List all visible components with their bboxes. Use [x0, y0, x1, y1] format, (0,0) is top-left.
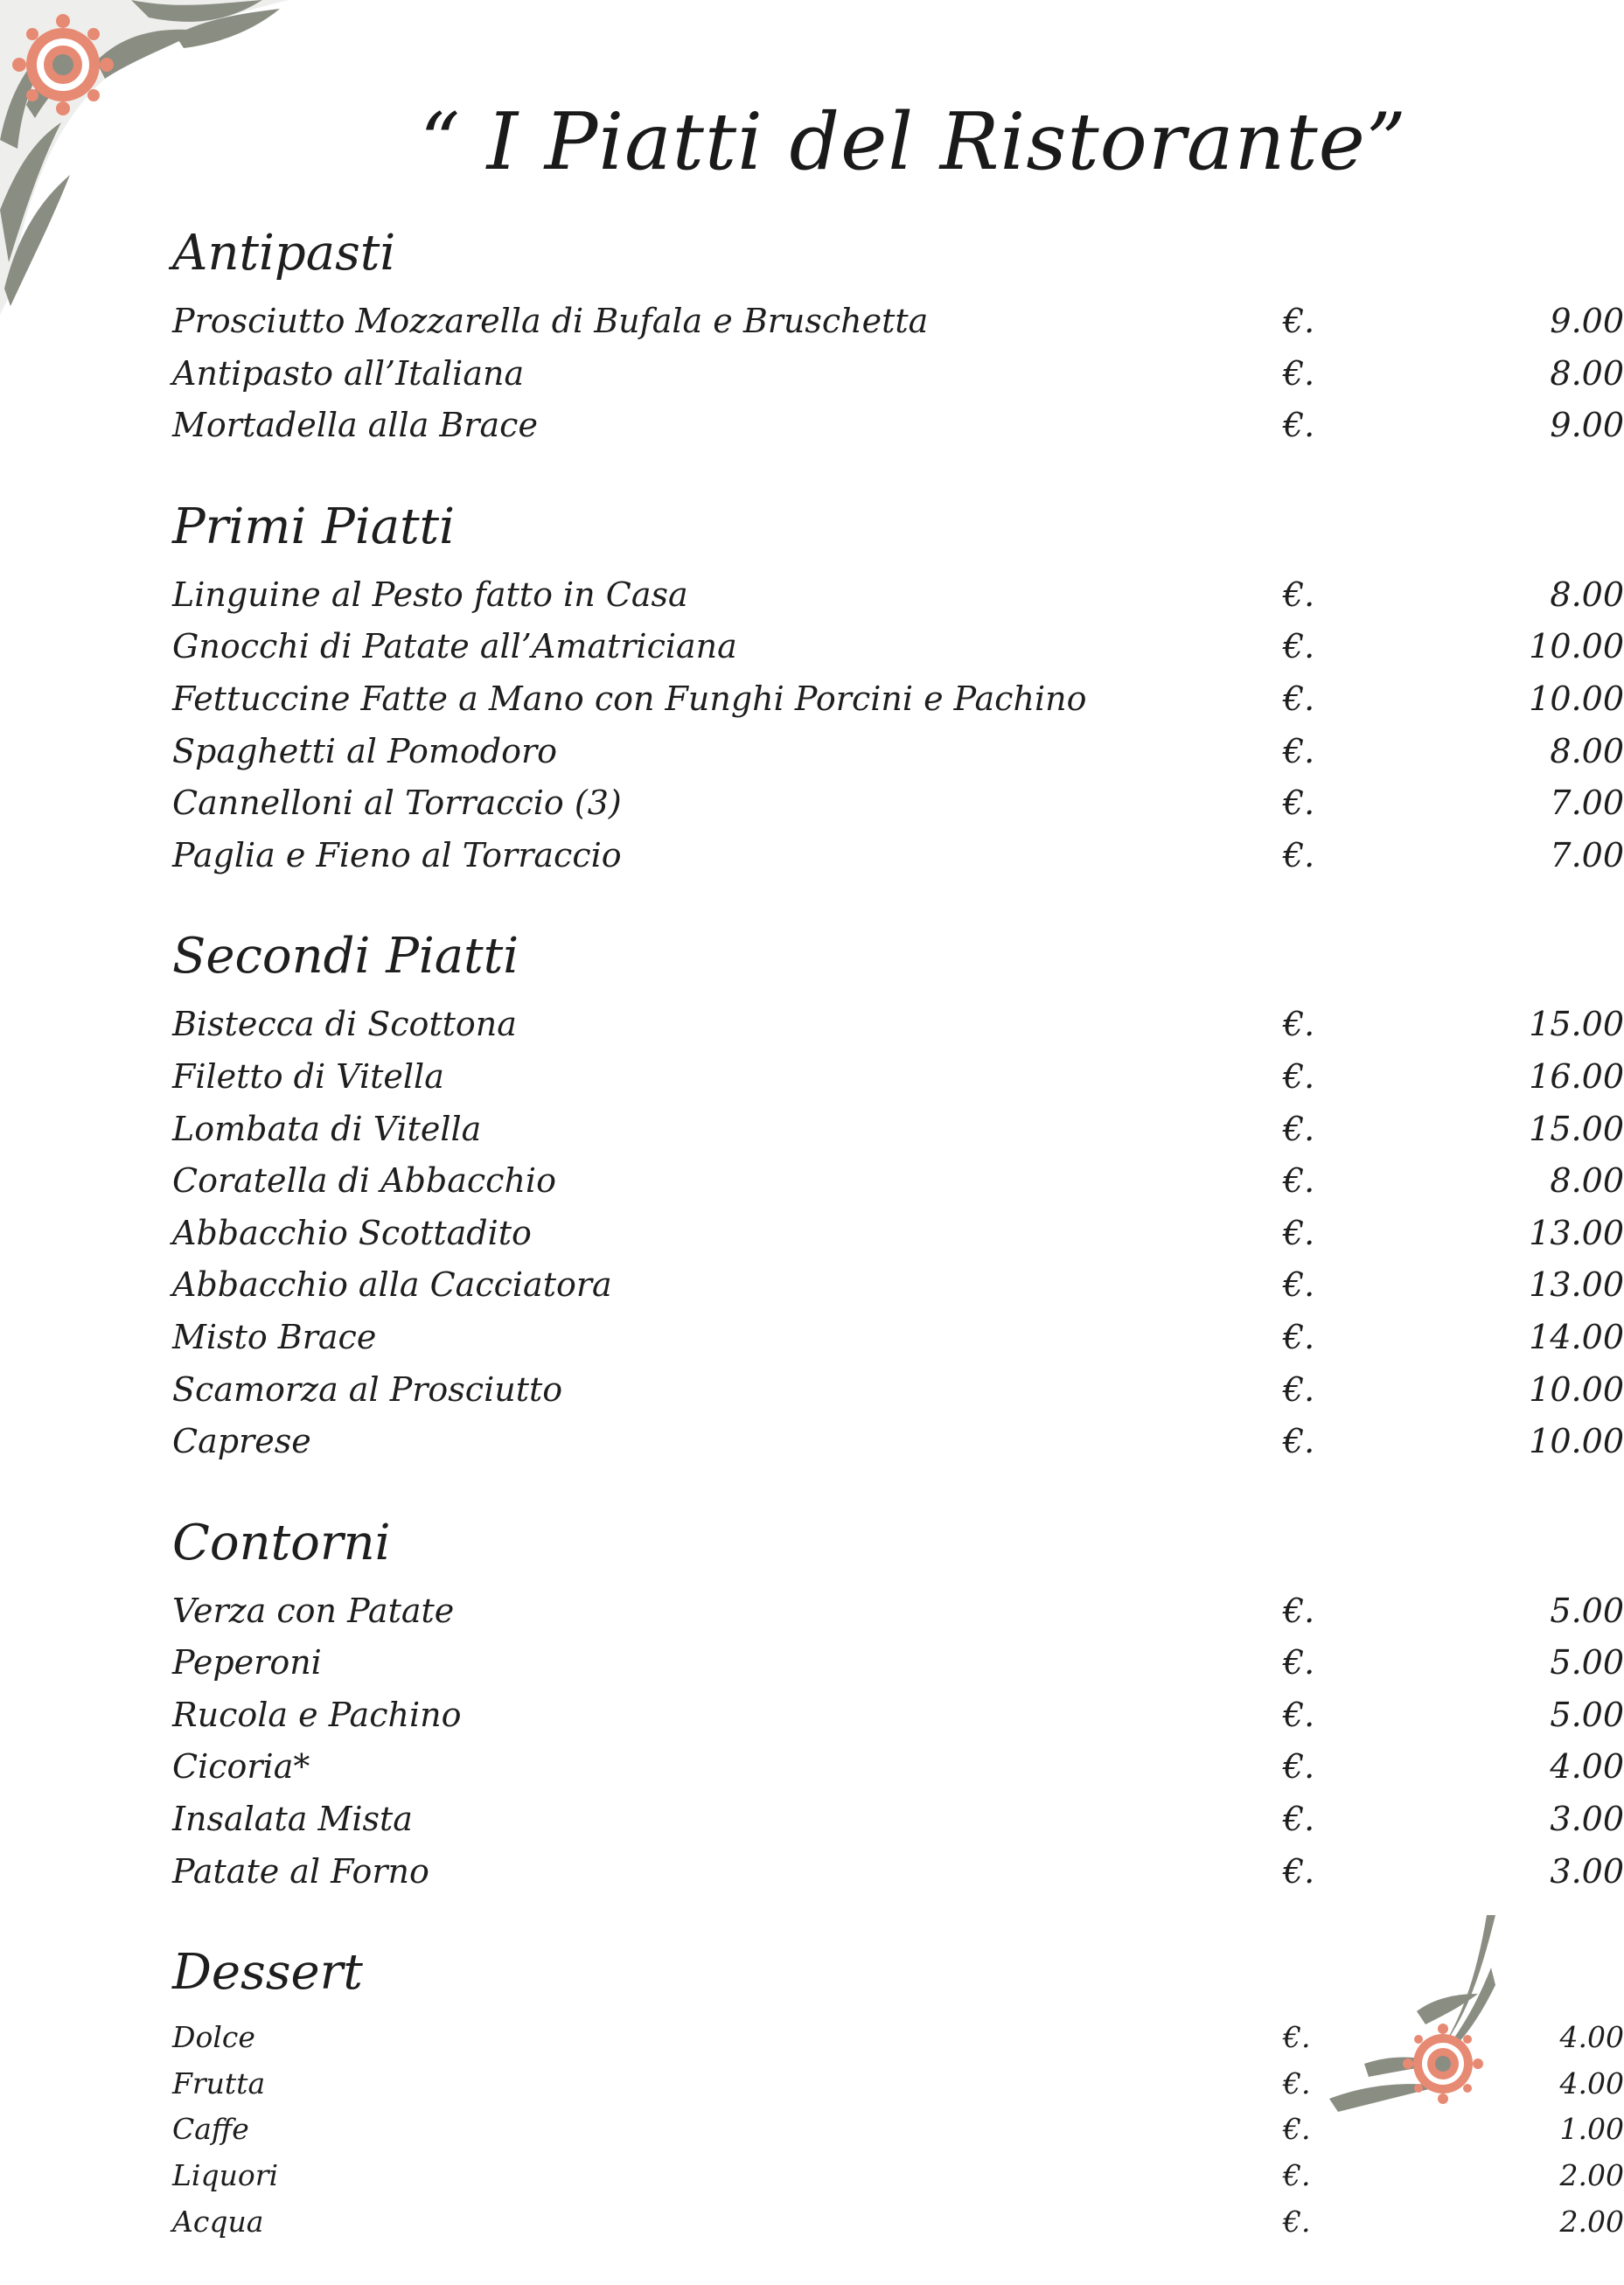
menu-item — [172, 348, 1624, 401]
item-name: Peperoni — [172, 1643, 322, 1682]
item-name: Cicoria* — [172, 1747, 310, 1787]
menu-item — [172, 2061, 1624, 2107]
menu-item — [172, 1051, 1624, 1104]
item-name: Antipasto all’Italiana — [172, 353, 525, 393]
item-currency: €. — [1283, 2158, 1311, 2193]
menu-item — [172, 1689, 1624, 1742]
item-currency: €. — [1283, 679, 1315, 718]
item-name: Patate al Forno — [172, 1851, 429, 1891]
item-name: Abbacchio alla Cacciatora — [172, 1265, 612, 1305]
menu-item — [172, 1312, 1624, 1364]
section-title: Dessert — [172, 1944, 363, 2002]
menu-section — [172, 219, 1624, 452]
item-price: 4.00 — [1550, 1747, 1624, 1787]
menu-item — [172, 2153, 1624, 2199]
menu-item — [172, 1585, 1624, 1638]
item-name: Acqua — [172, 2204, 264, 2239]
section-title: Secondi Piatti — [172, 928, 519, 986]
item-name: Prosciutto Mozzarella di Bufala e Bruschetta — [172, 302, 929, 340]
item-currency: €. — [1283, 1056, 1315, 1096]
menu-item — [172, 1846, 1624, 1898]
item-name: Coratella di Abbacchio — [172, 1161, 556, 1201]
item-price: 10.00 — [1529, 679, 1624, 718]
section-title: Primi Piatti — [172, 498, 456, 555]
item-price: 5.00 — [1550, 1643, 1624, 1682]
item-currency: €. — [1283, 835, 1315, 874]
item-price: 7.00 — [1550, 835, 1624, 874]
menu-title: “ I Piatti del Ristorante” — [420, 96, 1407, 188]
item-price: 5.00 — [1550, 1695, 1624, 1734]
item-currency: €. — [1283, 353, 1315, 393]
item-name: Caprese — [172, 1422, 311, 1461]
menu-item — [172, 726, 1624, 778]
item-name: Mortadella alla Brace — [172, 406, 538, 445]
item-name: Spaghetti al Pomodoro — [172, 731, 558, 770]
item-currency: €. — [1283, 731, 1315, 770]
item-name: Gnocchi di Patate all’Amatriciana — [172, 627, 737, 666]
item-name: Frutta — [172, 2066, 266, 2100]
item-price: 10.00 — [1529, 1422, 1624, 1461]
item-currency: €. — [1283, 1422, 1315, 1461]
item-price: 2.00 — [1559, 2204, 1624, 2239]
menu-item — [172, 621, 1624, 673]
item-name: Dolce — [172, 2020, 255, 2055]
menu-item — [172, 999, 1624, 1051]
item-currency: €. — [1283, 1695, 1315, 1734]
item-currency: €. — [1283, 1265, 1315, 1305]
menu-item — [172, 400, 1624, 452]
item-price: 3.00 — [1550, 1851, 1624, 1891]
item-price: 8.00 — [1550, 1161, 1624, 1201]
item-name: Cannelloni al Torraccio (3) — [172, 784, 622, 823]
item-price: 3.00 — [1550, 1800, 1624, 1839]
item-name: Abbacchio Scottadito — [172, 1213, 532, 1252]
item-currency: €. — [1283, 1213, 1315, 1252]
section-title: Contorni — [172, 1514, 391, 1571]
menu-item — [172, 569, 1624, 622]
item-price: 9.00 — [1550, 406, 1624, 445]
item-name: Rucola e Pachino — [172, 1695, 462, 1734]
item-price: 15.00 — [1529, 1109, 1624, 1148]
menu-item — [172, 2015, 1624, 2061]
item-currency: €. — [1283, 1643, 1315, 1682]
item-price: 10.00 — [1529, 1369, 1624, 1409]
item-name: Scamorza al Prosciutto — [172, 1369, 563, 1409]
item-currency: €. — [1283, 1369, 1315, 1409]
item-price: 8.00 — [1550, 731, 1624, 770]
menu-section — [172, 1938, 1624, 2245]
menu-item — [172, 1364, 1624, 1417]
item-price: 13.00 — [1529, 1265, 1624, 1305]
item-currency: €. — [1283, 784, 1315, 823]
item-currency: €. — [1283, 406, 1315, 445]
item-currency: €. — [1283, 1317, 1315, 1356]
item-name: Insalata Mista — [172, 1800, 413, 1839]
menu-section — [172, 922, 1624, 1467]
item-currency: €. — [1283, 1591, 1315, 1630]
item-name: Paglia e Fieno al Torraccio — [172, 835, 622, 874]
item-currency: €. — [1283, 2066, 1311, 2100]
item-price: 16.00 — [1529, 1056, 1624, 1096]
item-price: 10.00 — [1529, 627, 1624, 666]
item-currency: €. — [1283, 627, 1315, 666]
menu-item — [172, 777, 1624, 830]
item-price: 4.00 — [1559, 2066, 1624, 2100]
item-price: 13.00 — [1529, 1213, 1624, 1252]
menu-item — [172, 2199, 1624, 2246]
item-price: 8.00 — [1550, 575, 1624, 614]
menu-item — [172, 1637, 1624, 1689]
item-name: Linguine al Pesto fatto in Casa — [172, 575, 688, 614]
menu-item — [172, 1259, 1624, 1312]
item-name: Caffe — [172, 2112, 249, 2147]
item-currency: €. — [1283, 302, 1315, 340]
item-currency: €. — [1283, 1161, 1315, 1201]
item-price: 1.00 — [1559, 2112, 1624, 2147]
item-name: Misto Brace — [172, 1317, 377, 1356]
item-currency: €. — [1283, 2020, 1311, 2055]
menu-list — [172, 219, 1624, 2285]
item-name: Bistecca di Scottona — [172, 1005, 517, 1044]
item-currency: €. — [1283, 1800, 1315, 1839]
item-price: 8.00 — [1550, 353, 1624, 393]
item-name: Filetto di Vitella — [172, 1056, 444, 1096]
item-name: Verza con Patate — [172, 1591, 455, 1630]
menu-item — [172, 1208, 1624, 1260]
item-price: 5.00 — [1550, 1591, 1624, 1630]
item-currency: €. — [1283, 1005, 1315, 1044]
item-currency: €. — [1283, 1747, 1315, 1787]
menu-section — [172, 492, 1624, 882]
item-name: Fettuccine Fatte a Mano con Funghi Porcini e Pachino — [172, 679, 1087, 718]
item-price: 7.00 — [1550, 784, 1624, 823]
item-currency: €. — [1283, 1109, 1315, 1148]
item-price: 9.00 — [1550, 302, 1624, 340]
item-currency: €. — [1283, 575, 1315, 614]
menu-item — [172, 1104, 1624, 1156]
menu-item — [172, 1416, 1624, 1468]
item-price: 2.00 — [1559, 2158, 1624, 2193]
item-name: Liquori — [172, 2158, 279, 2193]
menu-item — [172, 296, 1624, 348]
item-price: 4.00 — [1559, 2020, 1624, 2055]
menu-item — [172, 830, 1624, 882]
menu-item — [172, 1155, 1624, 1208]
item-currency: €. — [1283, 1851, 1315, 1891]
menu-item — [172, 1741, 1624, 1794]
section-title: Antipasti — [172, 225, 396, 282]
menu-item — [172, 2107, 1624, 2153]
item-name: Lombata di Vitella — [172, 1109, 482, 1148]
item-price: 15.00 — [1529, 1005, 1624, 1044]
menu-section — [172, 1508, 1624, 1898]
menu-item — [172, 673, 1624, 726]
item-currency: €. — [1283, 2112, 1311, 2147]
item-currency: €. — [1283, 2204, 1311, 2239]
menu-item — [172, 1794, 1624, 1846]
item-price: 14.00 — [1529, 1317, 1624, 1356]
